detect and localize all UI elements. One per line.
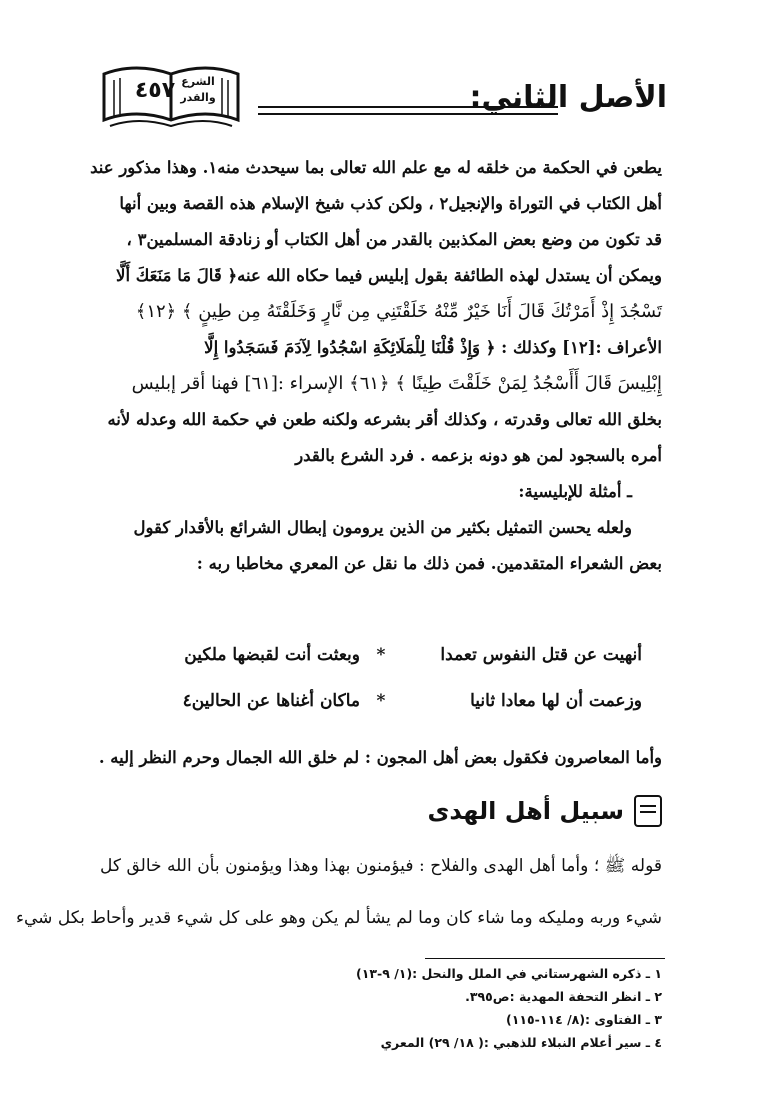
text-line: ولعله يحسن التمثيل بكثير من الذين يرومون إبطال الشرائع بالأقدار كقول xyxy=(133,518,632,537)
poem-verse xyxy=(120,691,642,731)
text-line: بعض الشعراء المتقدمين. فمن ذلك ما نقل عن المعري مخاطبا ربه : xyxy=(196,554,662,573)
section-heading xyxy=(427,795,662,827)
text-line: قد تكون من وضع بعض المكذبين بالقدر من أهل الكتاب أو زنادقة المسلمين٣ ، xyxy=(126,230,662,249)
header-rule xyxy=(258,113,558,115)
text-line: بخلق الله تعالى وقدرته ، وكذلك أقر بشرعه ولكنه طعن في حكمة الله وعدله لأنه xyxy=(107,410,662,429)
poem-hemistich: أنهيت عن قتل النفوس تعمدا xyxy=(440,645,642,665)
book-label-line: الشرع xyxy=(181,75,215,88)
section-title: سبيل أهل الهدى xyxy=(427,797,624,825)
poem xyxy=(120,645,642,731)
book-label xyxy=(170,74,226,106)
poem-hemistich: وزعمت أن لها معادا ثانيا xyxy=(470,691,642,711)
body-text xyxy=(90,150,662,582)
scroll-icon xyxy=(634,795,662,827)
text-line: قوله ﷺ ؛ وأما أهل الهدى والفلاح : فيؤمنون بهذا وهذا ويؤمنون بأن الله خالق كل xyxy=(100,856,662,876)
text-line: أهل الكتاب في التوراة والإنجيل٢ ، ولكن كذب شيخ الإسلام هذه القصة وبين أنها xyxy=(119,194,662,213)
closing-text xyxy=(100,740,662,776)
text-line: يطعن في الحكمة من خلقه له مع علم الله تعالى بما سيحدث منه١. وهذا مذكور عند xyxy=(90,158,662,177)
poem-separator: * xyxy=(376,645,386,665)
text-line: وأما المعاصرون فكقول بعض أهل المجون : لم خلق الله الجمال وحرم النظر إليه . xyxy=(98,748,662,767)
footnote-separator xyxy=(425,958,665,959)
text-line: ويمكن أن يستدل لهذه الطائفة بقول إبليس فيما حكاه الله عنه﴿ قَالَ مَا مَنَعَكَ أَلَّا xyxy=(116,266,662,285)
footnote: ٤ ـ سير أعلام النبلاء للذهبي :( ١٨/ ٢٩) المعري xyxy=(380,1035,662,1050)
footnote: ٢ ـ انظر التحفة المهدية :ص٣٩٥. xyxy=(465,989,662,1004)
footnote: ٣ ـ الفتاوى :(٨/ ١١٤-١١٥) xyxy=(506,1012,662,1027)
poem-hemistich: وبعثت أنت لقبضها ملكين xyxy=(184,645,360,665)
poem-separator: * xyxy=(376,691,386,711)
book-label-line: والقدر xyxy=(180,91,216,104)
footnote: ١ ـ ذكره الشهرستاني في الملل والنحل :(١/ ٩-١٣) xyxy=(356,966,662,981)
poem-hemistich: ماكان أغناها عن الحالين٤ xyxy=(182,691,360,711)
text-line: أمره بالسجود لمن هو دونه بزعمه . فرد الشرع بالقدر xyxy=(295,446,662,465)
section-body xyxy=(16,840,662,944)
text-line: الأعراف :[١٢] وكذلك : ﴿ وَإِذْ قُلْنَا لِلْمَلَائِكَةِ اسْجُدُوا لِآدَمَ فَسَجَدُوا إِلَّا xyxy=(204,338,662,357)
quran-line: تَسْجُدَ إِذْ أَمَرْتُكَ قَالَ أَنَا خَيْرٌ مِّنْهُ خَلَقْتَنِي مِن نَّارٍ وَخَلَقْتَهُ مِن طِينٍ ﴾ ﴿١٢﴾ xyxy=(135,301,662,322)
book-emblem xyxy=(100,60,242,132)
page-header-title: الأصل الثاني: xyxy=(469,80,667,115)
text-line: شيء وربه ومليكه وما شاء كان وما لم يشأ لم يكن وهو على كل شيء قدير وأحاط بكل شيء xyxy=(16,908,662,928)
footnotes xyxy=(262,962,662,1054)
quran-line: إِبْلِيسَ قَالَ أَأَسْجُدُ لِمَنْ خَلَقْتَ طِينًا ﴾ ﴿٦١﴾ الإسراء :[٦١] فهنا أقر إبليس xyxy=(131,373,662,394)
examples-heading: ـ أمثلة للإبليسية: xyxy=(518,482,632,501)
page-number: ٤٥٧ xyxy=(134,78,176,103)
poem-verse xyxy=(120,645,642,685)
header-rule xyxy=(258,106,558,108)
